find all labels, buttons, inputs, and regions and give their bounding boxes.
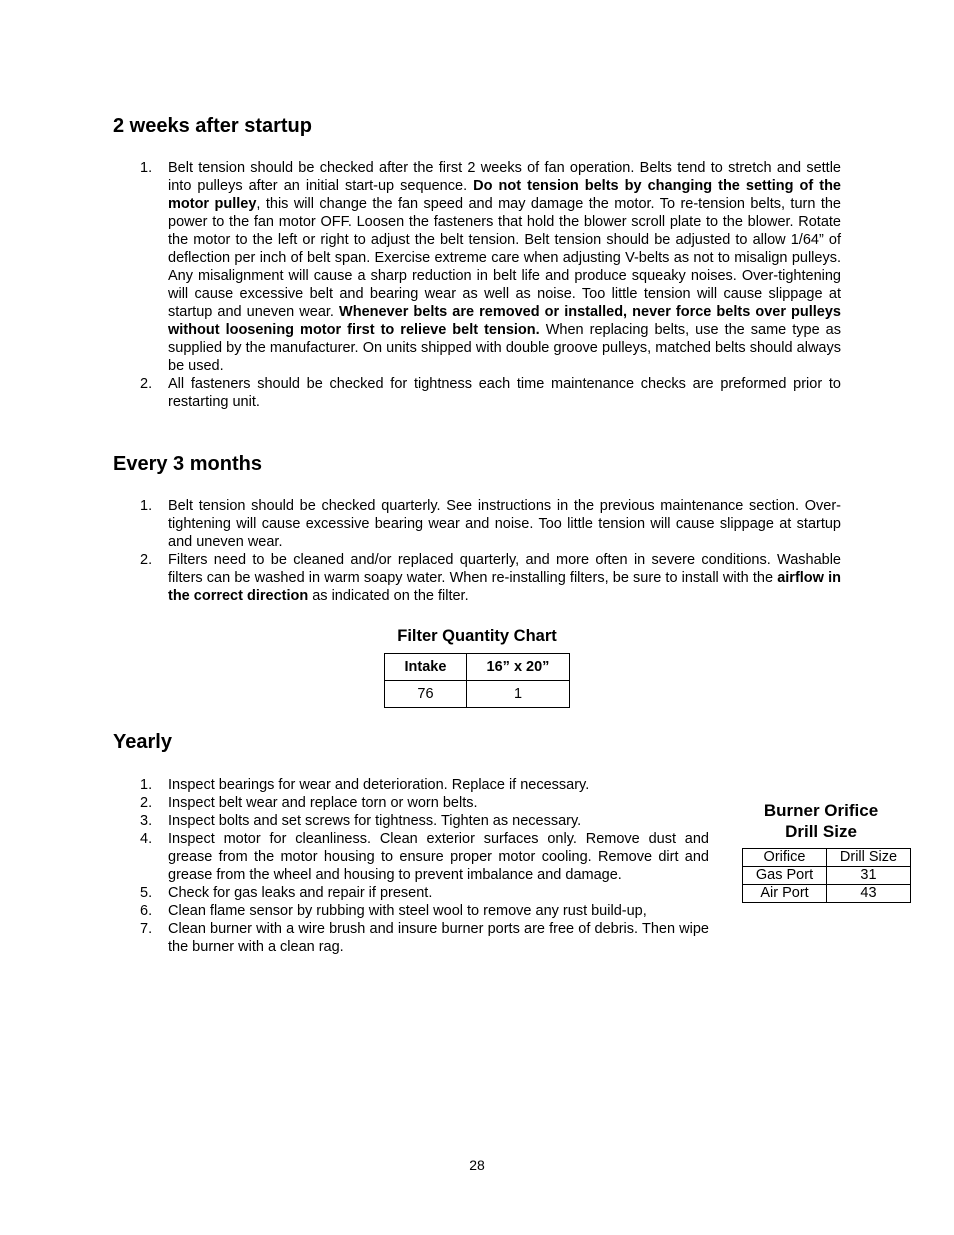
list-item-bold-text: airflow in the correct direction: [168, 570, 841, 604]
page-number: 28: [469, 1157, 485, 1173]
list-item-number: 5.: [140, 885, 153, 901]
list-item: [140, 551, 841, 605]
list-item: [140, 794, 709, 812]
list-item: [140, 497, 841, 551]
list-item-number: 1.: [140, 498, 153, 514]
table-header-cell: Orifice: [743, 849, 827, 867]
list-item: [140, 159, 841, 375]
list-item-number: 1.: [140, 160, 153, 176]
list-item-bold-text: Whenever belts are removed or installed, never force belts over pulleys without loosening motor first to relieve belt tension.: [168, 304, 841, 338]
filter-chart-title: Filter Quantity Chart: [397, 627, 557, 645]
orifice-title-line: Drill Size: [785, 822, 857, 841]
list-item: [140, 375, 841, 411]
list-item-number: 6.: [140, 903, 153, 919]
list-item-text: Filters need to be cleaned and/or replaced quarterly, and more often in severe conditions. Washable filters can be washed in warm soapy water. When re-installing filters, be sure to install with the: [168, 552, 841, 586]
table-cell: Air Port: [743, 885, 827, 903]
list-item: [140, 902, 709, 920]
list-item: [140, 884, 709, 902]
table-cell: 1: [467, 681, 570, 708]
table-cell: Gas Port: [743, 867, 827, 885]
list-item-text: Belt tension should be checked quarterly. See instructions in the previous maintenance section. Over-tightening will cause excessive bearing wear and noise. Too little tension will cause slippage at startup and uneven wear.: [168, 498, 841, 550]
list-item: [140, 920, 709, 956]
list-item-text: , this will change the fan speed and may damage the motor. To re-tension belts, turn the power to the fan motor OFF. Loosen the fasteners that hold the blower scroll plate to the blower. Rotate the motor to the left or right to adjust the belt tension. Belt tension should be adjusted to allow 1/64” of deflection per inch of belt span. Exercise extreme care when adjusting V-belts as not to misalign pulleys. Any misalignment will cause a sharp reduction in belt life and produce squeaky noises. Over-tightening will cause excessive belt and bearing wear as well as noise. Too little tension will cause slippage at startup and uneven wear.: [168, 196, 841, 320]
maintenance-list-yearly: [140, 776, 709, 956]
list-item-text: Check for gas leaks and repair if present.: [168, 885, 433, 901]
list-item-text: Belt tension should be checked after the first 2 weeks of fan operation. Belts tend to stretch and settle into pulleys after an initial start-up sequence.: [168, 160, 841, 194]
orifice-title-line: Burner Orifice: [763, 801, 879, 820]
table-row: [385, 681, 570, 708]
list-item-text: When replacing belts, use the same type as supplied by the manufacturer. On units shipped with double groove pulleys, matched belts should always be used.: [168, 322, 841, 374]
list-item: [140, 776, 709, 794]
list-item-number: 2.: [140, 376, 153, 392]
table-header-row: [385, 654, 570, 681]
list-item-text: as indicated on the filter.: [308, 588, 469, 604]
list-item-text: Clean flame sensor by rubbing with steel wool to remove any rust build-up,: [168, 903, 647, 919]
section-heading-2-weeks: 2 weeks after startup: [113, 115, 312, 137]
orifice-chart-title: [742, 800, 900, 842]
table-cell: 76: [385, 681, 467, 708]
list-item-text: Inspect bolts and set screws for tightness. Tighten as necessary.: [168, 813, 582, 829]
table-cell: 43: [827, 885, 911, 903]
list-item-number: 7.: [140, 921, 153, 937]
maintenance-list-every-3-months: [140, 497, 841, 605]
list-item-text: Clean burner with a wire brush and insure burner ports are free of debris. Then wipe the burner with a clean rag.: [168, 921, 709, 955]
list-item-number: 2.: [140, 795, 153, 811]
table-header-cell: Intake: [385, 654, 467, 681]
list-item-number: 3.: [140, 813, 153, 829]
table-header-cell: Drill Size: [827, 849, 911, 867]
maintenance-list-2-weeks: [140, 159, 841, 411]
table-row: [743, 867, 911, 885]
burner-orifice-table: [742, 848, 911, 903]
list-item-text: Inspect motor for cleanliness. Clean exterior surfaces only. Remove dust and grease from the motor housing to ensure proper motor cooling. Remove dirt and grease from the wheel and housing to prevent imbalance and damage.: [168, 831, 709, 883]
list-item-text: Inspect bearings for wear and deterioration. Replace if necessary.: [168, 777, 590, 793]
list-item-text: All fasteners should be checked for tightness each time maintenance checks are preformed prior to restarting unit.: [168, 376, 841, 410]
list-item-number: 1.: [140, 777, 153, 793]
list-item-bold-text: Do not tension belts by changing the setting of the motor pulley: [168, 178, 841, 212]
filter-quantity-table: [384, 653, 570, 708]
list-item: [140, 812, 709, 830]
section-heading-every-3-months: Every 3 months: [113, 453, 262, 475]
table-row: [743, 885, 911, 903]
section-heading-yearly: Yearly: [113, 731, 172, 753]
table-header-cell: 16” x 20”: [467, 654, 570, 681]
table-cell: 31: [827, 867, 911, 885]
list-item-number: 2.: [140, 552, 153, 568]
table-header-row: [743, 849, 911, 867]
list-item-number: 4.: [140, 831, 153, 847]
list-item: [140, 830, 709, 884]
list-item-text: Inspect belt wear and replace torn or worn belts.: [168, 795, 478, 811]
